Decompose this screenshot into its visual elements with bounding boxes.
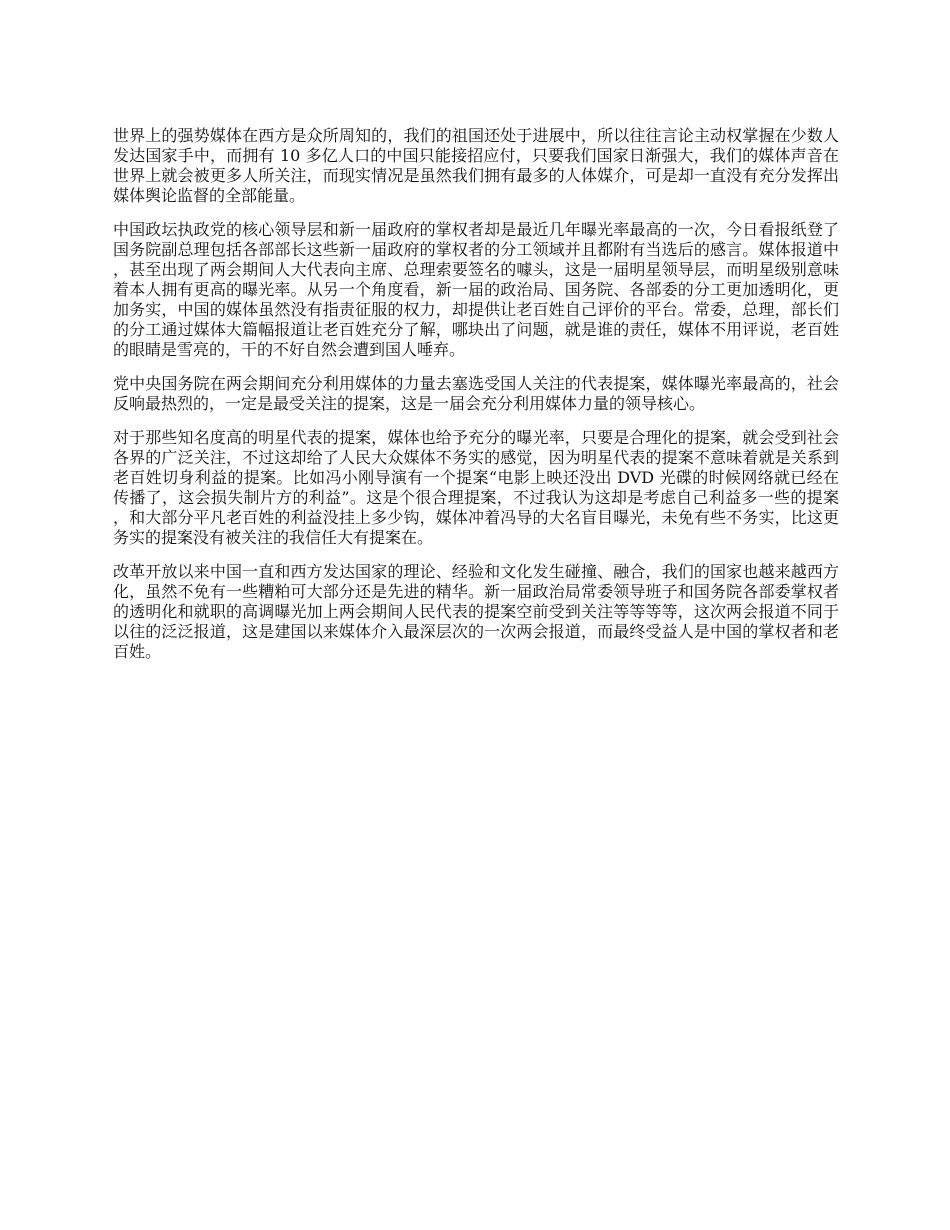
paragraph-5: 改革开放以来中国一直和西方发达国家的理论、经验和文化发生碰撞、融合，我们的国家也越来越西方化，虽然不免有一些糟粕可大部分还是先进的精华。新一届政治局常委领导班子和国务院各部委掌权者的透明化和就职的高调曝光加上两会期间人民代表的提案空前受到关注等等等等，这次两会报道不同于以往的泛泛报道，这是建国以来媒体介入最深层次的一次两会报道，而最终受益人是中国的掌权者和老百姓。 (113, 562, 839, 661)
paragraph-1: 世界上的强势媒体在西方是众所周知的，我们的祖国还处于进展中，所以往往言论主动权掌握在少数人发达国家手中，而拥有 10 多亿人口的中国只能接招应付，只要我们国家日渐强大，我们的媒体声音在世界上就会被更多人所关注，而现实情况是虽然我们拥有最多的人体媒介，可是却一直没有充分发挥出媒体舆论监督的全部能量。 (113, 126, 839, 205)
paragraph-2: 中国政坛执政党的核心领导层和新一届政府的掌权者却是最近几年曝光率最高的一次，今日看报纸登了国务院副总理包括各部部长这些新一届政府的掌权者的分工领域并且都附有当选后的感言。媒体报道中，甚至出现了两会期间人大代表向主席、总理索要签名的噱头，这是一届明星领导层，而明星级别意味着本人拥有更高的曝光率。从另一个角度看，新一届的政治局、国务院、各部委的分工更加透明化，更加务实，中国的媒体虽然没有指责征服的权力，却提供让老百姓自己评价的平台。常委，总理，部长们的分工通过媒体大篇幅报道让老百姓充分了解，哪块出了问题，就是谁的责任，媒体不用评说，老百姓的眼睛是雪亮的，干的不好自然会遭到国人唾弃。 (113, 220, 839, 359)
paragraph-4: 对于那些知名度高的明星代表的提案，媒体也给予充分的曝光率，只要是合理化的提案，就会受到社会各界的广泛关注，不过这却给了人民大众媒体不务实的感觉，因为明星代表的提案不意味着就是关系到老百姓切身利益的提案。比如冯小刚导演有一个提案“电影上映还没出 DVD 光碟的时候网络就已经在传播了，这会损失制片方的利益”。这是个很合理提案，不过我认为这却是考虑自己利益多一些的提案，和大部分平凡老百姓的利益没挂上多少钩，媒体冲着冯导的大名盲目曝光，未免有些不务实，比这更务实的提案没有被关注的我信任大有提案在。 (113, 428, 839, 547)
document-body (113, 126, 839, 676)
paragraph-3: 党中央国务院在两会期间充分利用媒体的力量去塞选受国人关注的代表提案，媒体曝光率最高的，社会反响最热烈的，一定是最受关注的提案，这是一届会充分利用媒体力量的领导核心。 (113, 374, 839, 413)
